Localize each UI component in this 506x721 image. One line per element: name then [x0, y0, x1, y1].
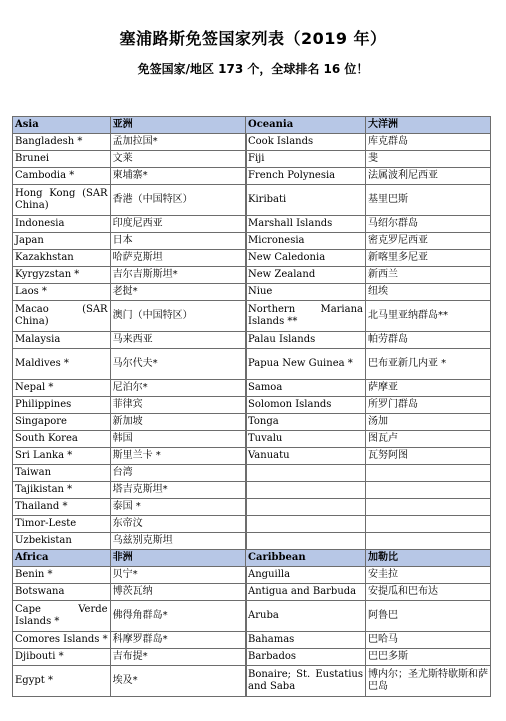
- table-row: [13, 567, 247, 584]
- country-name-en: Uzbekistan: [13, 533, 111, 550]
- country-name-en: Benin *: [13, 567, 111, 584]
- page-subtitle: 免签国家/地区 173 个，全球排名 16 位！: [137, 62, 369, 76]
- country-name-en: Vanuatu: [246, 448, 366, 465]
- table-row: [13, 151, 247, 168]
- country-name-cn: 东帝汶: [110, 516, 246, 533]
- country-name-en: Comores Islands *: [13, 632, 111, 649]
- country-name-cn: 阿鲁巴: [366, 601, 491, 632]
- country-name-cn: 日本: [110, 233, 246, 250]
- country-name-cn: 吉尔吉斯斯坦*: [110, 267, 246, 284]
- country-name-en: Brunei: [13, 151, 111, 168]
- table-row: [13, 267, 247, 284]
- country-name-en: Timor-Leste: [13, 516, 111, 533]
- country-name-cn: 塔吉克斯坦*: [110, 482, 246, 499]
- country-name-en: Barbados: [246, 649, 366, 666]
- country-name-cn: 纽埃: [366, 284, 491, 301]
- country-name-en: Kiribati: [246, 185, 366, 216]
- country-name-en: Sri Lanka *: [13, 448, 111, 465]
- country-name-en: Egypt *: [13, 666, 111, 697]
- country-name-en: Samoa: [246, 380, 366, 397]
- table-row: [13, 516, 247, 533]
- country-name-cn: 巴哈马: [366, 632, 491, 649]
- asia-africa-table: [12, 116, 247, 697]
- table-row: [13, 482, 247, 499]
- country-name-cn: 马来西亚: [110, 332, 246, 349]
- country-name-en: [246, 516, 366, 533]
- country-name-en: Indonesia: [13, 216, 111, 233]
- empty-row: [246, 516, 491, 533]
- country-name-cn: [366, 465, 491, 482]
- country-name-cn: 印度尼西亚: [110, 216, 246, 233]
- table-row: [246, 567, 491, 584]
- country-name-en: Singapore: [13, 414, 111, 431]
- country-name-cn: 巴巴多斯: [366, 649, 491, 666]
- country-name-cn: 佛得角群岛*: [110, 601, 246, 632]
- table-row: [13, 601, 247, 632]
- country-name-en: Kyrgyzstan *: [13, 267, 111, 284]
- country-name-en: Fiji: [246, 151, 366, 168]
- country-name-cn: 埃及*: [110, 666, 246, 697]
- country-name-en: Antigua and Barbuda: [246, 584, 366, 601]
- region-header: [13, 550, 247, 567]
- country-name-cn: 安圭拉: [366, 567, 491, 584]
- table-row: [13, 397, 247, 414]
- country-name-cn: [366, 482, 491, 499]
- country-name-cn: 北马里亚纳群岛**: [366, 301, 491, 332]
- table-row: [246, 151, 491, 168]
- table-row: [13, 649, 247, 666]
- country-name-cn: 基里巴斯: [366, 185, 491, 216]
- table-row: [246, 216, 491, 233]
- country-name-cn: 非洲: [110, 550, 246, 567]
- table-row: [246, 649, 491, 666]
- country-name-cn: 亚洲: [110, 117, 246, 134]
- country-name-cn: 博茨瓦纳: [110, 584, 246, 601]
- country-name-cn: 乌兹别克斯坦: [110, 533, 246, 550]
- country-name-en: Nepal *: [13, 380, 111, 397]
- region-header: [246, 117, 491, 134]
- country-name-en: South Korea: [13, 431, 111, 448]
- country-name-en: Aruba: [246, 601, 366, 632]
- country-name-cn: 新西兰: [366, 267, 491, 284]
- country-name-en: Papua New Guinea *: [246, 349, 366, 380]
- country-name-cn: 密克罗尼西亚: [366, 233, 491, 250]
- country-name-cn: 孟加拉国*: [110, 134, 246, 151]
- country-name-cn: 泰国 *: [110, 499, 246, 516]
- country-name-en: Laos *: [13, 284, 111, 301]
- oceania-caribbean-table: [245, 116, 491, 697]
- table-row: [246, 431, 491, 448]
- country-name-en: [246, 482, 366, 499]
- table-row: [13, 349, 247, 380]
- country-name-en: Cook Islands: [246, 134, 366, 151]
- country-name-en: Maldives *: [13, 349, 111, 380]
- country-name-cn: 新加坡: [110, 414, 246, 431]
- table-row: [246, 601, 491, 632]
- country-name-en: [246, 533, 366, 550]
- table-row: [13, 134, 247, 151]
- country-name-cn: 香港（中国特区）: [110, 185, 246, 216]
- table-row: [13, 185, 247, 216]
- table-row: [246, 233, 491, 250]
- page-title: 塞浦路斯免签国家列表（2019 年）: [119, 29, 387, 48]
- table-row: [13, 448, 247, 465]
- country-name-en: [246, 499, 366, 516]
- country-name-en: Tuvalu: [246, 431, 366, 448]
- table-row: [13, 666, 247, 697]
- region-header: [13, 117, 247, 134]
- table-row: [13, 465, 247, 482]
- country-name-cn: 图瓦卢: [366, 431, 491, 448]
- table-row: [246, 185, 491, 216]
- table-row: [246, 380, 491, 397]
- country-name-cn: 斐: [366, 151, 491, 168]
- table-row: [246, 397, 491, 414]
- country-name-en: Oceania: [246, 117, 366, 134]
- country-name-cn: 科摩罗群岛*: [110, 632, 246, 649]
- country-name-cn: 萨摩亚: [366, 380, 491, 397]
- table-row: [246, 134, 491, 151]
- country-name-en: Kazakhstan: [13, 250, 111, 267]
- country-name-cn: [366, 516, 491, 533]
- country-name-en: Anguilla: [246, 567, 366, 584]
- table-row: [246, 632, 491, 649]
- table-row: [13, 168, 247, 185]
- country-name-cn: 汤加: [366, 414, 491, 431]
- table-row: [246, 584, 491, 601]
- table-row: [13, 499, 247, 516]
- table-row: [246, 332, 491, 349]
- table-row: [246, 284, 491, 301]
- country-name-cn: [366, 499, 491, 516]
- country-name-cn: 加勒比: [366, 550, 491, 567]
- table-row: [246, 448, 491, 465]
- empty-row: [246, 533, 491, 550]
- country-name-cn: 吉布提*: [110, 649, 246, 666]
- table-row: [13, 332, 247, 349]
- table-row: [13, 533, 247, 550]
- country-name-en: Hong Kong (SAR China): [13, 185, 111, 216]
- country-name-en: Marshall Islands: [246, 216, 366, 233]
- empty-row: [246, 499, 491, 516]
- country-name-en: Djibouti *: [13, 649, 111, 666]
- country-name-en: Japan: [13, 233, 111, 250]
- country-name-en: French Polynesia: [246, 168, 366, 185]
- country-name-en: New Caledonia: [246, 250, 366, 267]
- country-name-en: Botswana: [13, 584, 111, 601]
- country-name-en: Niue: [246, 284, 366, 301]
- table-row: [246, 349, 491, 380]
- country-name-en: Taiwan: [13, 465, 111, 482]
- table-row: [246, 666, 491, 697]
- country-name-en: Cape Verde Islands *: [13, 601, 111, 632]
- country-name-cn: 巴布亚新几内亚 *: [366, 349, 491, 380]
- table-row: [13, 380, 247, 397]
- country-name-en: [246, 465, 366, 482]
- country-name-cn: 所罗门群岛: [366, 397, 491, 414]
- country-name-cn: 帕劳群岛: [366, 332, 491, 349]
- country-name-cn: [366, 533, 491, 550]
- country-name-cn: 新喀里多尼亚: [366, 250, 491, 267]
- country-name-en: Tonga: [246, 414, 366, 431]
- country-name-en: Bangladesh *: [13, 134, 111, 151]
- country-name-cn: 斯里兰卡 *: [110, 448, 246, 465]
- empty-row: [246, 482, 491, 499]
- country-name-en: Micronesia: [246, 233, 366, 250]
- country-name-en: Africa: [13, 550, 111, 567]
- country-name-cn: 瓦努阿图: [366, 448, 491, 465]
- table-row: [246, 414, 491, 431]
- country-name-en: Tajikistan *: [13, 482, 111, 499]
- country-name-cn: 菲律宾: [110, 397, 246, 414]
- country-name-en: Malaysia: [13, 332, 111, 349]
- table-row: [13, 250, 247, 267]
- country-name-cn: 法属波利尼西亚: [366, 168, 491, 185]
- country-name-cn: 安提瓜和巴布达: [366, 584, 491, 601]
- table-row: [13, 431, 247, 448]
- table-row: [13, 301, 247, 332]
- country-name-en: Macao (SAR China): [13, 301, 111, 332]
- country-name-en: Asia: [13, 117, 111, 134]
- country-name-en: Northern Mariana Islands **: [246, 301, 366, 332]
- country-name-cn: 尼泊尔*: [110, 380, 246, 397]
- country-name-cn: 贝宁*: [110, 567, 246, 584]
- country-name-cn: 韩国: [110, 431, 246, 448]
- country-name-cn: 马绍尔群岛: [366, 216, 491, 233]
- table-row: [13, 233, 247, 250]
- country-name-en: Philippines: [13, 397, 111, 414]
- country-name-en: Palau Islands: [246, 332, 366, 349]
- table-row: [246, 250, 491, 267]
- country-name-cn: 大洋洲: [366, 117, 491, 134]
- table-row: [13, 632, 247, 649]
- table-row: [13, 284, 247, 301]
- table-row: [13, 216, 247, 233]
- country-name-en: Bahamas: [246, 632, 366, 649]
- country-name-cn: 台湾: [110, 465, 246, 482]
- country-name-cn: 博内尔；圣尤斯特歇斯和萨巴岛: [366, 666, 491, 697]
- country-name-cn: 柬埔寨*: [110, 168, 246, 185]
- country-name-cn: 库克群岛: [366, 134, 491, 151]
- region-header: [246, 550, 491, 567]
- country-name-en: Thailand *: [13, 499, 111, 516]
- table-row: [13, 584, 247, 601]
- country-name-cn: 老挝*: [110, 284, 246, 301]
- table-row: [246, 301, 491, 332]
- country-name-en: Caribbean: [246, 550, 366, 567]
- country-name-en: Cambodia *: [13, 168, 111, 185]
- country-name-cn: 哈萨克斯坦: [110, 250, 246, 267]
- table-row: [246, 267, 491, 284]
- table-row: [246, 168, 491, 185]
- country-name-en: New Zealand: [246, 267, 366, 284]
- empty-row: [246, 465, 491, 482]
- country-name-cn: 澳门（中国特区）: [110, 301, 246, 332]
- country-name-en: Bonaire; St. Eustatius and Saba: [246, 666, 366, 697]
- table-row: [13, 414, 247, 431]
- country-name-en: Solomon Islands: [246, 397, 366, 414]
- country-name-cn: 文莱: [110, 151, 246, 168]
- country-name-cn: 马尔代夫*: [110, 349, 246, 380]
